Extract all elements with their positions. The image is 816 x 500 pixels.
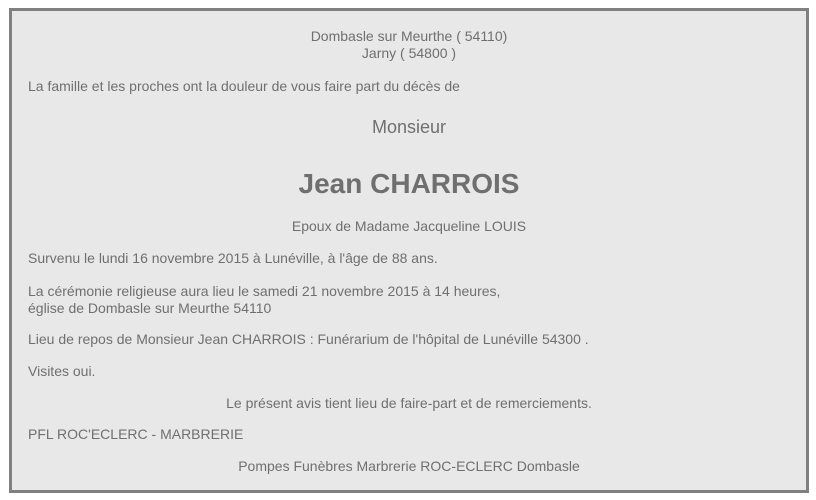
- location-line-1: Dombasle sur Meurthe ( 54110): [310, 28, 508, 44]
- rest-place: Lieu de repos de Monsieur Jean CHARROIS : Funérarium de l'hôpital de Lunéville 54300 .: [28, 331, 589, 347]
- death-info: Survenu le lundi 16 novembre 2015 à Lunéville, à l'âge de 88 ans.: [28, 250, 438, 266]
- funeral-home-full: Pompes Funèbres Marbrerie ROC-ECLERC Dombasle: [238, 458, 580, 474]
- deceased-title: Monsieur: [371, 117, 447, 137]
- visits-text: Visites oui.: [28, 363, 96, 379]
- funeral-home-short: PFL ROC'ECLERC - MARBRERIE: [28, 426, 244, 442]
- acknowledgement-text: Le présent avis tient lieu de faire-part et de remerciements.: [226, 395, 592, 411]
- obituary-notice: [9, 8, 809, 493]
- location-line-2: Jarny ( 54800 ): [361, 45, 457, 61]
- deceased-name: Jean CHARROIS: [298, 168, 520, 199]
- intro-text: La famille et les proches ont la douleur de vous faire part du décès de: [28, 78, 460, 94]
- spouse-text: Epoux de Madame Jacqueline LOUIS: [291, 218, 527, 234]
- ceremony-line-1: La cérémonie religieuse aura lieu le samedi 21 novembre 2015 à 14 heures,: [28, 283, 501, 299]
- ceremony-line-2: église de Dombasle sur Meurthe 54110: [28, 300, 272, 316]
